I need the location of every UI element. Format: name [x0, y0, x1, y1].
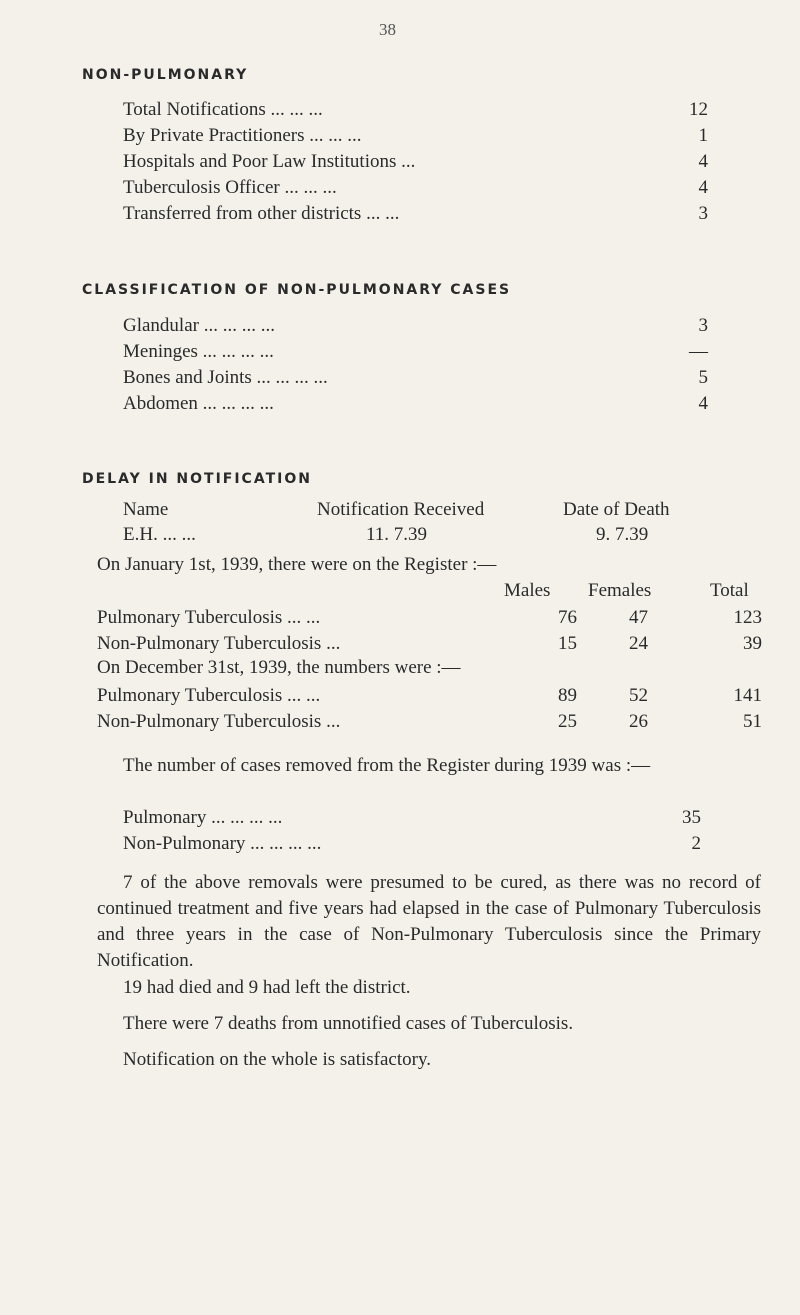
cell-males: 15: [558, 633, 577, 654]
paragraph-satisfactory: Notification on the whole is satisfactory.: [123, 1049, 431, 1070]
row-value: 4: [698, 177, 708, 198]
section-heading-delay: DELAY IN NOTIFICATION: [82, 471, 312, 487]
list-item: [123, 201, 708, 227]
delay-entry-death: 9. 7.39: [596, 524, 649, 545]
paragraph-died-left: 19 had died and 9 had left the district.: [123, 977, 411, 998]
table-row: [97, 709, 762, 735]
cell-total: 141: [733, 685, 762, 706]
row-value: 2: [691, 833, 701, 854]
row-label: Hospitals and Poor Law Institutions ...: [123, 151, 416, 172]
row-label: Meninges ... ... ... ...: [123, 341, 274, 362]
row-label: Pulmonary ... ... ... ...: [123, 807, 283, 828]
list-item: [123, 339, 708, 365]
row-label: Pulmonary Tuberculosis ... ...: [97, 607, 321, 628]
row-label: Transferred from other districts ... ...: [123, 203, 400, 224]
column-header-males: Males: [504, 580, 551, 601]
cell-total: 123: [733, 607, 762, 628]
row-label: Non-Pulmonary Tuberculosis ...: [97, 711, 341, 732]
row-value: 4: [698, 393, 708, 414]
column-header-females: Females: [588, 580, 652, 601]
list-item: [123, 365, 708, 391]
list-item: [123, 149, 708, 175]
cell-males: 25: [558, 711, 577, 732]
cell-females: 26: [629, 711, 648, 732]
cell-females: 52: [629, 685, 648, 706]
table-row: [97, 605, 762, 631]
list-item: [123, 831, 701, 857]
row-label: Bones and Joints ... ... ... ...: [123, 367, 328, 388]
page-number: 38: [379, 20, 396, 39]
row-label: By Private Practitioners ... ... ...: [123, 125, 362, 146]
section-heading-non-pulmonary: NON-PULMONARY: [82, 67, 249, 83]
cell-females: 24: [629, 633, 648, 654]
row-value: —: [689, 341, 708, 362]
row-value: 3: [698, 203, 708, 224]
row-label: Non-Pulmonary ... ... ... ...: [123, 833, 322, 854]
column-header-name: Name: [123, 499, 169, 520]
register-dec-intro: On December 31st, 1939, the numbers were :—: [97, 657, 461, 678]
row-value: 12: [689, 99, 708, 120]
row-value: 3: [698, 315, 708, 336]
list-item: [123, 313, 708, 339]
section-heading-classification: CLASSIFICATION OF NON-PULMONARY CASES: [82, 282, 512, 298]
list-item: [123, 805, 701, 831]
delay-entry-name: E.H. ... ...: [123, 524, 196, 545]
cell-females: 47: [629, 607, 648, 628]
list-item: [123, 175, 708, 201]
register-jan-intro: On January 1st, 1939, there were on the Register :—: [97, 554, 497, 575]
cell-males: 76: [558, 607, 577, 628]
row-label: Non-Pulmonary Tuberculosis ...: [97, 633, 341, 654]
row-label: Tuberculosis Officer ... ... ...: [123, 177, 337, 198]
table-row: [97, 683, 762, 709]
column-header-death: Date of Death: [563, 499, 670, 520]
table-row: [97, 631, 762, 657]
list-item: [123, 97, 708, 123]
list-item: [123, 123, 708, 149]
row-value: 35: [682, 807, 701, 828]
cell-total: 51: [743, 711, 762, 732]
row-value: 5: [698, 367, 708, 388]
paragraph-unnotified-deaths: There were 7 deaths from unnotified cases of Tuberculosis.: [123, 1013, 574, 1034]
row-label: Glandular ... ... ... ...: [123, 315, 275, 336]
row-label: Pulmonary Tuberculosis ... ...: [97, 685, 321, 706]
row-label: Total Notifications ... ... ...: [123, 99, 323, 120]
column-header-received: Notification Received: [317, 499, 485, 520]
row-value: 1: [698, 125, 708, 146]
removed-intro: The number of cases removed from the Register during 1939 was :—: [123, 755, 651, 776]
delay-entry-received: 11. 7.39: [366, 524, 428, 545]
paragraph-removals: 7 of the above removals were presumed to be cured, as there was no record of continued treatment and five years had elapsed in the case of Pulmonary Tuberculosis and three years in the case of Non-Pulmonary Tuberculosis since the Primary Notification.: [97, 872, 761, 971]
cell-total: 39: [743, 633, 762, 654]
column-header-total: Total: [710, 580, 749, 601]
list-item: [123, 391, 708, 417]
row-value: 4: [698, 151, 708, 172]
cell-males: 89: [558, 685, 577, 706]
row-label: Abdomen ... ... ... ...: [123, 393, 274, 414]
